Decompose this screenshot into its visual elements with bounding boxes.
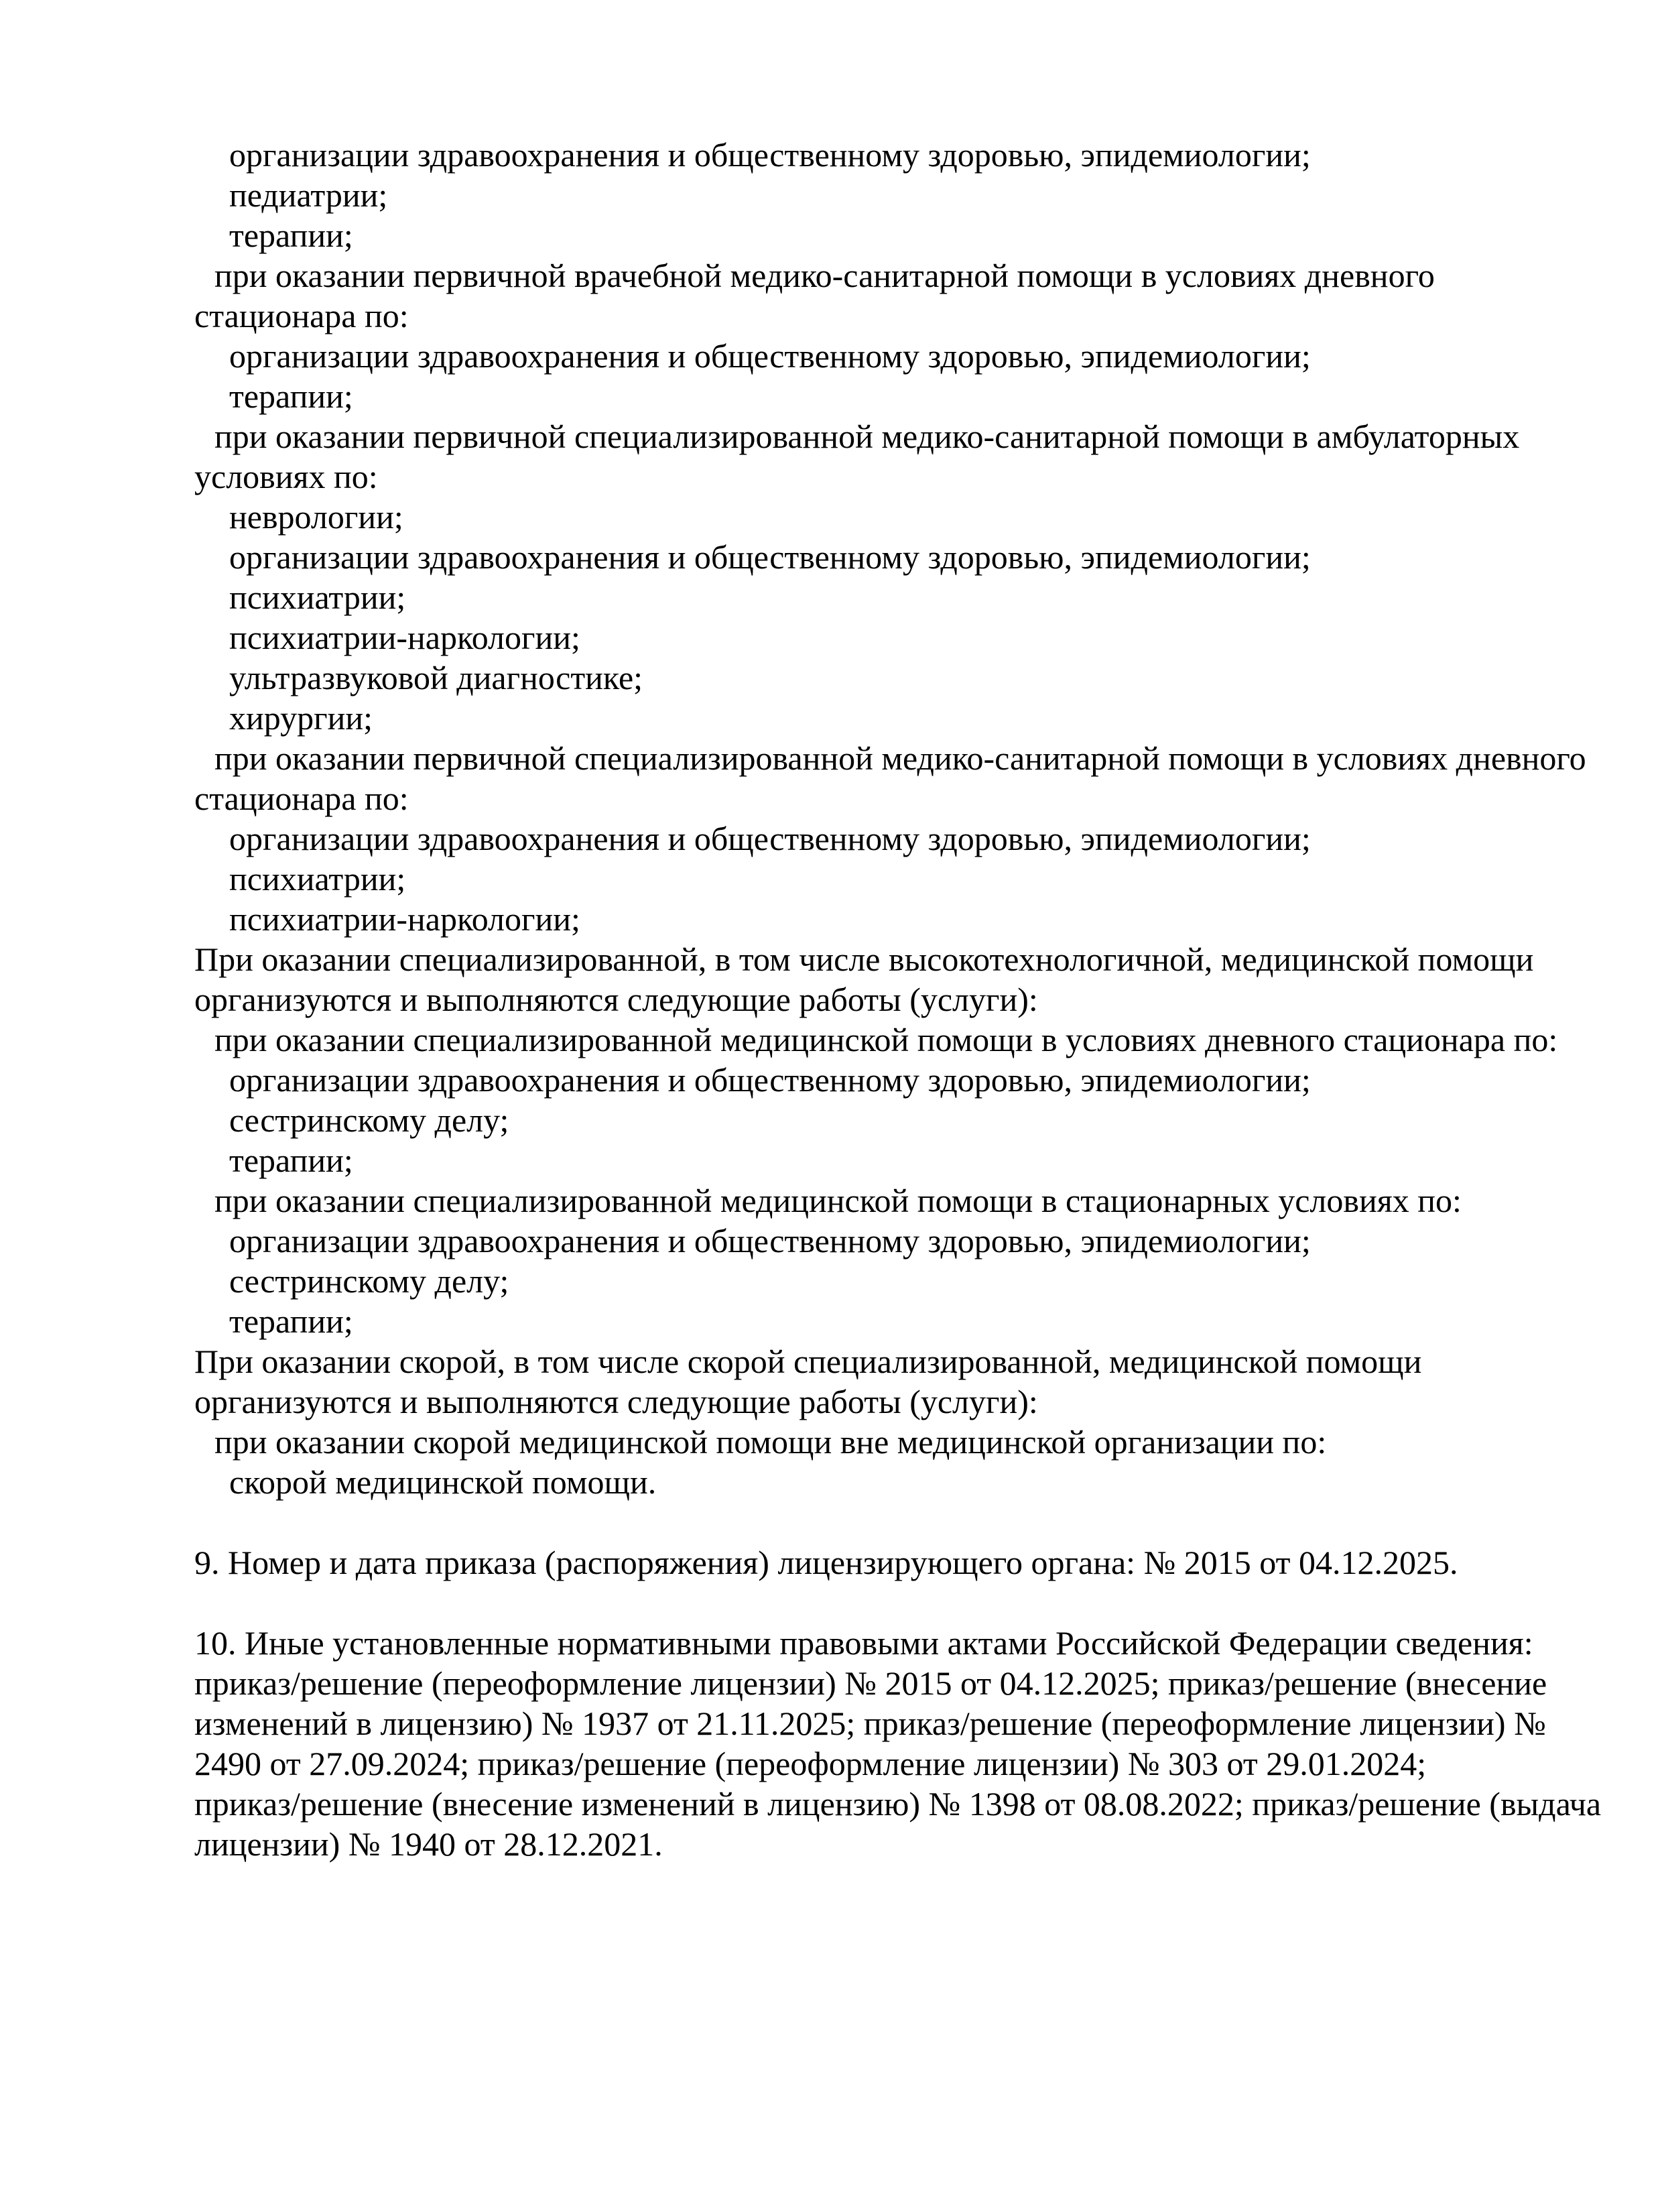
document-line: терапии; [229,1302,353,1340]
document-line: при оказании первичной специализированной медико-санитарной помощи в условиях дневного [214,739,1586,777]
document-line: лицензии) № 1940 от 28.12.2021. [194,1825,663,1863]
document-line: При оказании скорой, в том числе скорой специализированной, медицинской помощи [194,1343,1422,1380]
document-line: организации здравоохранения и общественному здоровью, эпидемиологии; [229,136,1311,174]
document-line [194,1502,1575,1542]
document-line: терапии; [229,1142,353,1179]
document-line: психиатрии-наркологии; [229,619,580,656]
document-line: организации здравоохранения и общественному здоровью, эпидемиологии; [229,1222,1311,1259]
document-line: психиатрии; [229,578,406,616]
document-line: хирургии; [229,699,373,737]
document-line: организуются и выполняются следующие работы (услуги): [194,1383,1038,1420]
document-line: терапии; [229,377,353,415]
document-line: 10. Иные установленные нормативными правовыми актами Российской Федерации сведения: [194,1624,1533,1662]
document-line: организации здравоохранения и общественному здоровью, эпидемиологии; [229,337,1311,375]
document-line: организуются и выполняются следующие работы (услуги): [194,981,1038,1018]
document-line: психиатрии-наркологии; [229,900,580,938]
document-line: при оказании скорой медицинской помощи вне медицинской организации по: [214,1423,1327,1461]
document-line: при оказании специализированной медицинской помощи в стационарных условиях по: [214,1182,1462,1219]
document-line: неврологии; [229,498,403,536]
document-line: при оказании первичной врачебной медико-санитарной помощи в условиях дневного [214,257,1435,294]
document-line: стационара по: [194,780,409,817]
document-line: при оказании специализированной медицинской помощи в условиях дневного стационара по: [214,1021,1558,1058]
document-line: организации здравоохранения и общественному здоровью, эпидемиологии; [229,820,1311,857]
document-line: приказ/решение (внесение изменений в лицензию) № 1398 от 08.08.2022; приказ/решение (выдача [194,1785,1602,1823]
document-line: ультразвуковой диагностике; [229,659,643,696]
document-line: педиатрии; [229,176,388,214]
document-line: скорой медицинской помощи. [229,1463,657,1501]
document-line [194,1583,1575,1623]
document-line: приказ/решение (переоформление лицензии) № 2015 от 04.12.2025; приказ/решение (внесение [194,1664,1547,1702]
document-body [194,135,1602,1864]
document-line: организации здравоохранения и общественному здоровью, эпидемиологии; [229,1061,1311,1099]
document-line: 2490 от 27.09.2024; приказ/решение (переоформление лицензии) № 303 от 29.01.2024; [194,1745,1427,1782]
document-line: организации здравоохранения и общественному здоровью, эпидемиологии; [229,538,1311,576]
document-line: при оказании первичной специализированной медико-санитарной помощи в амбулаторных [214,418,1520,455]
document-line: стационара по: [194,297,409,334]
document-line: терапии; [229,217,353,254]
document-line: сестринскому делу; [229,1101,509,1139]
document-line: психиатрии; [229,860,406,898]
document-line: условиях по: [194,458,378,495]
document-line: При оказании специализированной, в том числе высокотехнологичной, медицинской помощи [194,940,1534,978]
document-line: 9. Номер и дата приказа (распоряжения) лицензирующего органа: № 2015 от 04.12.2025. [194,1544,1458,1581]
document-line: изменений в лицензию) № 1937 от 21.11.2025; приказ/решение (переоформление лицензии) № [194,1705,1546,1742]
document-line: сестринскому делу; [229,1262,509,1300]
